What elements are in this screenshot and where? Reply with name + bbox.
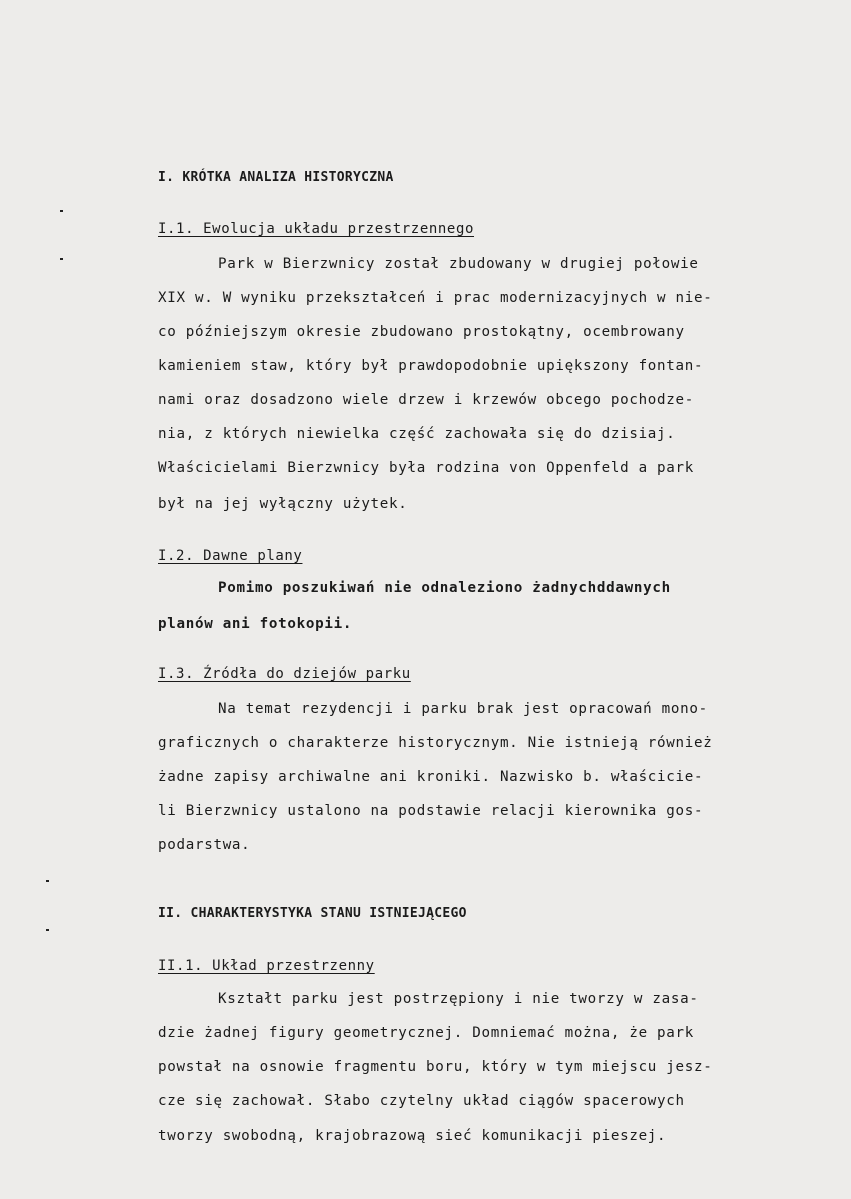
section-1-1-title: I.1. Ewolucja układu przestrzennego [158,221,475,237]
text-line: kamieniem staw, który był prawdopodobnie upiększony fontan- [158,358,704,374]
margin-mark [60,210,63,212]
margin-mark [60,258,63,260]
margin-mark [46,929,49,931]
section-2-1-title: II.1. Układ przestrzenny [158,958,375,974]
text-line: nia, z których niewielka część zachowała się do dzisiaj. [158,426,676,442]
text-line: był na jej wyłączny użytek. [158,496,408,512]
text-line: co późniejszym okresie zbudowano prostokątny, ocembrowany [158,324,685,340]
text-line: powstał na osnowie fragmentu boru, który w tym miejscu jesz- [158,1059,713,1075]
text-line: podarstwa. [158,837,251,853]
text-line: XIX w. W wyniku przekształceń i prac modernizacyjnych w nie- [158,290,713,306]
text-line: graficznych o charakterze historycznym. Nie istnieją również [158,735,713,751]
text-line: Park w Bierzwnicy został zbudowany w drugiej połowie [218,256,699,272]
text-line: dzie żadnej figury geometrycznej. Domniemać można, że park [158,1025,695,1041]
text-line: Pomimo poszukiwań nie odnaleziono żadnychddawnych [218,580,671,596]
section-1-title: I. KRÓTKA ANALIZA HISTORYCZNA [158,170,394,185]
text-line: planów ani fotokopii. [158,616,353,632]
text-line: li Bierzwnicy ustalono na podstawie relacji kierownika gos- [158,803,704,819]
margin-mark [46,880,49,882]
section-1-2-title: I.2. Dawne plany [158,548,303,564]
text-line: żadne zapisy archiwalne ani kroniki. Nazwisko b. właściciе- [158,769,704,785]
text-line: tworzy swobodną, krajobrazową sieć komunikacji pieszej. [158,1128,667,1144]
text-line: Na temat rezydencji i parku brak jest opracowań mono- [218,701,708,717]
text-line: nami oraz dosadzono wiele drzew i krzewów obcego pochodze- [158,392,695,408]
section-2-title: II. CHARAKTERYSTYKA STANU ISTNIEJĄCEGO [158,906,467,921]
section-1-3-title: I.3. Źródła do dziejów parku [158,666,411,682]
text-line: Właścicielami Bierzwnicy była rodzina von Oppenfeld a park [158,460,695,476]
text-line: Kształt parku jest postrzępiony i nie tworzy w zasa- [218,991,699,1007]
text-line: cze się zachował. Słabo czytelny układ ciągów spacerowych [158,1093,685,1109]
